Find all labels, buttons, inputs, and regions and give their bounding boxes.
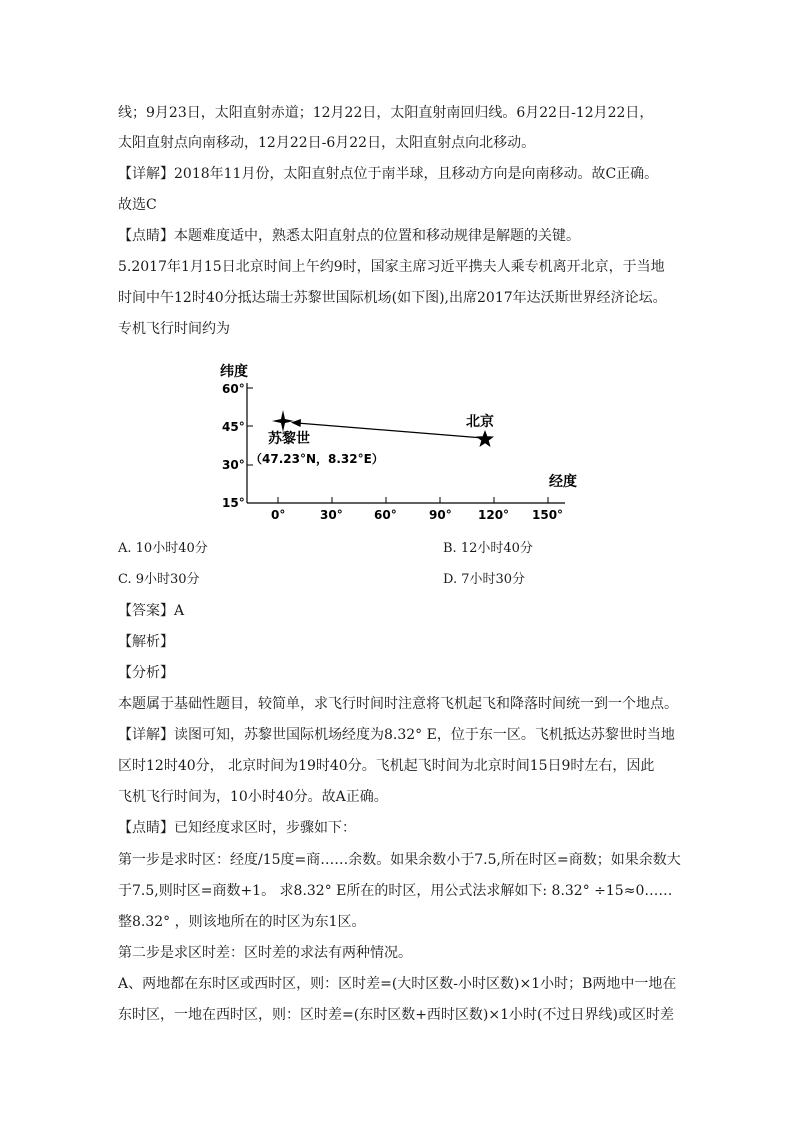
text-line: 第一步是求时区：经度/15度=商……余数。如果余数小于7.5,所在时区=商数；如果余数大	[118, 852, 681, 868]
text-line: 线；9月23日，太阳直射赤道；12月22日，太阳直射南回归线。6月22日-12月22日，	[118, 105, 654, 121]
x-tick-label: 60°	[374, 508, 397, 522]
answer-label: 【答案】A	[118, 603, 185, 619]
y-tick-label: 45°	[222, 420, 245, 434]
y-tick-label: 15°	[222, 496, 245, 510]
text-line: 太阳直射点向南移动，12月22日-6月22日，太阳直射点向北移动。	[118, 135, 536, 151]
x-tick-label: 0°	[271, 508, 286, 522]
text-line: 东时区，一地在西时区，则：区时差=(东时区数+西时区数)×1小时(不过日界线)或区时差	[118, 1007, 674, 1023]
text-line: 整8.32° ，则该地所在的时区为东1区。	[118, 914, 366, 930]
text-line: 【详解】读图可知，苏黎世国际机场经度为8.32° E，位于东一区。飞机抵达苏黎世时当地	[118, 727, 675, 743]
option-d: D. 7小时30分	[443, 572, 526, 587]
text-line: 飞机飞行时间为，10小时40分。故A正确。	[118, 789, 388, 805]
flight-route-diagram	[205, 355, 595, 530]
question-5-stem: 5.2017年1月15日北京时间上午约9时，国家主席习近平携夫人乘专机离开北京，于当地	[118, 259, 665, 275]
text-line: A、两地都在东时区或西时区，则：区时差=(大时区数-小时区数)×1小时；B两地中一地在	[118, 976, 677, 992]
x-tick-label: 150°	[532, 508, 564, 522]
text-line: 专机飞行时间约为	[118, 321, 230, 337]
option-a: A. 10小时40分	[118, 541, 208, 556]
y-tick-label: 60°	[222, 382, 245, 396]
text-line: 【详解】2018年11月份，太阳直射点位于南半球，且移动方向是向南移动。故C正确。	[118, 166, 659, 182]
analysis-subheading: 【分析】	[118, 665, 174, 681]
text-line: 时间中午12时40分抵达瑞士苏黎世国际机场(如下图),出席2017年达沃斯世界经济论坛。	[118, 290, 667, 306]
zurich-label: 苏黎世	[268, 431, 310, 447]
text-line: 本题属于基础性题目，较简单，求飞行时间时注意将飞机起飞和降落时间统一到一个地点。	[118, 696, 678, 712]
text-line: 于7.5,则时区=商数+1。 求8.32° E所在的时区，用公式法求解如下: 8.32° ÷15≈0……	[118, 883, 673, 899]
y-axis-title: 纬度	[220, 364, 248, 380]
option-c: C. 9小时30分	[118, 572, 200, 587]
text-line: 故选C	[118, 197, 157, 213]
beijing-star-icon	[476, 430, 494, 447]
text-line: 区时12时40分， 北京时间为19时40分。飞机起飞时间为北京时间15日9时左右，因此	[118, 758, 655, 774]
y-tick-label: 30°	[222, 458, 245, 472]
zurich-coordinates: （47.23°N，8.32°E）	[250, 452, 384, 466]
x-tick-label: 90°	[429, 508, 452, 522]
text-line: 【点睛】本题难度适中，熟悉太阳直射点的位置和移动规律是解题的关键。	[118, 228, 580, 244]
analysis-heading: 【解析】	[118, 634, 174, 650]
x-axis-title: 经度	[549, 474, 577, 490]
text-line: 【点睛】已知经度求区时，步骤如下：	[118, 820, 356, 836]
zurich-airport-icon	[272, 410, 294, 432]
option-b: B. 12小时40分	[443, 541, 533, 556]
route-arrowhead-icon	[291, 419, 301, 427]
flight-route-line	[297, 423, 483, 438]
beijing-label: 北京	[466, 414, 494, 430]
x-tick-label: 120°	[478, 508, 510, 522]
x-tick-label: 30°	[320, 508, 343, 522]
text-line: 第二步是求区时差：区时差的求法有两种情况。	[118, 945, 412, 961]
